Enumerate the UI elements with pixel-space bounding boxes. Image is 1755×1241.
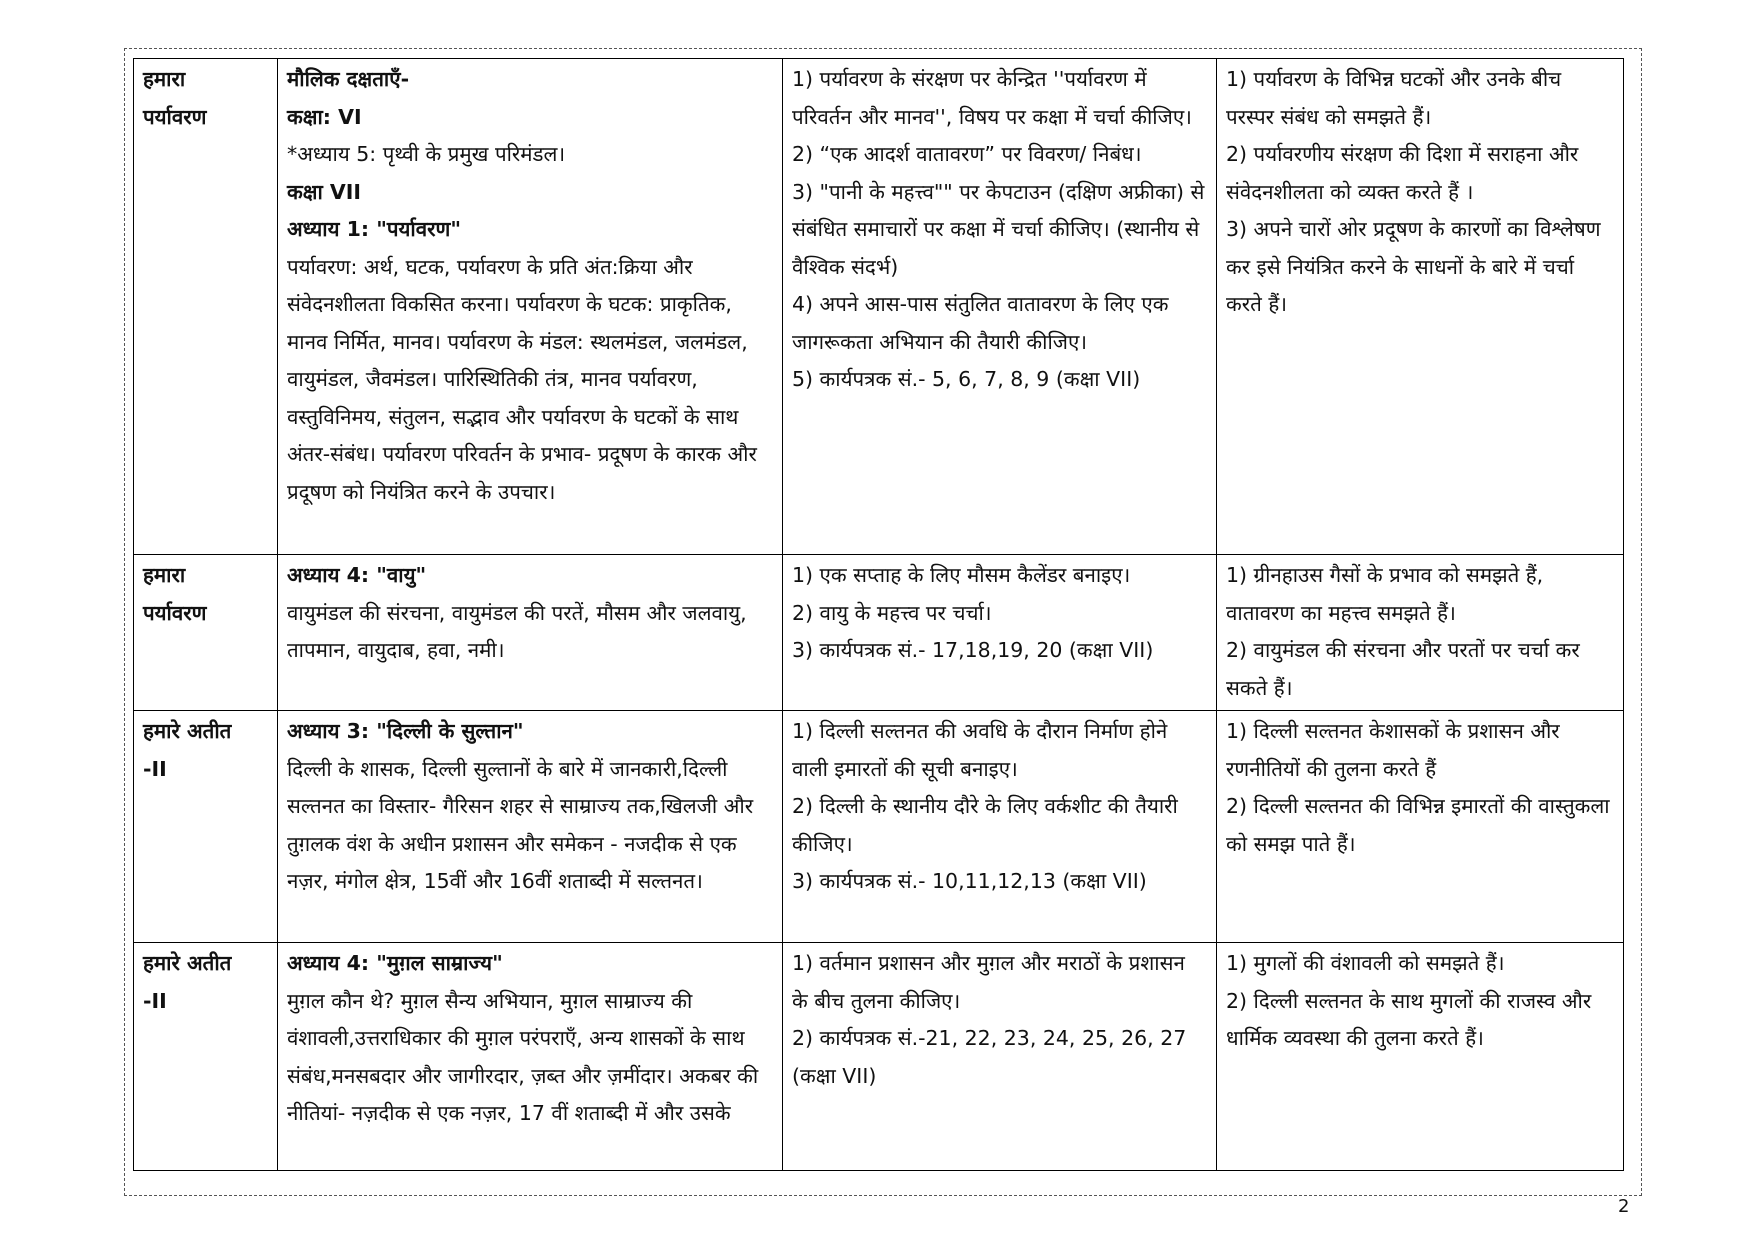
- table-row: [134, 943, 1624, 1171]
- content-text: मुग़ल कौन थे? मुग़ल सैन्य अभियान, मुग़ल साम्राज्य की वंशावली,उत्तराधिकार की मुग़ल परंपराएँ, अन्य शासकों के साथ संबंध,मनसबदार और जागीरदार, ज़ब्त और ज़मींदार। अकबर की नीतियां- नज़दीक से एक नज़र, 17 वीं शताब्दी में और उसके: [287, 988, 759, 1125]
- content-cell: [278, 943, 783, 1171]
- chapter-title: अध्याय 1: "पर्यावरण": [287, 217, 462, 241]
- outcome-item: 1) दिल्ली सल्तनत केशासकों के प्रशासन और रणनीतियों की तुलना करते हैं: [1226, 719, 1560, 781]
- subject-cell: [134, 59, 278, 555]
- activities-cell: [783, 711, 1217, 943]
- class-label: कक्षा VII: [287, 179, 362, 204]
- subject-cell: [134, 555, 278, 711]
- outcome-item: 2) पर्यावरणीय संरक्षण की दिशा में सराहना और संवेदनशीलता को व्यक्त करते हैं ।: [1226, 142, 1579, 204]
- outcome-item: 2) दिल्ली सल्तनत के साथ मुगलों की राजस्व और धार्मिक व्यवस्था की तुलना करते हैं।: [1226, 988, 1592, 1050]
- content-text: वायुमंडल की संरचना, वायुमंडल की परतें, मौसम और जलवायु, तापमान, वायुदाब, हवा, नमी।: [287, 600, 747, 662]
- page-number: 2: [1618, 1196, 1630, 1217]
- subject-cell: [134, 711, 278, 943]
- content-text: दिल्ली के शासक, दिल्ली सुल्तानों के बारे में जानकारी,दिल्ली सल्तनत का विस्तार- गैरिसन शहर से साम्राज्य तक,खिलजी और तुग़लक वंश के अधीन प्रशासन और समेकन - नजदीक से एक नज़र, मंगोल क्षेत्र, 15वीं और 16वीं शताब्दी में सल्तनत।: [287, 756, 754, 893]
- table-row: [134, 59, 1624, 555]
- subject-line: -II: [143, 756, 167, 781]
- subject-line: -II: [143, 988, 167, 1013]
- table-row: [134, 555, 1624, 711]
- activity-item: 3) "पानी के महत्त्व"" पर केपटाउन (दक्षिण अफ्रीका) से संबंधित समाचारों पर कक्षा में चर्चा कीजिए। (स्थानीय से वैश्विक संदर्भ): [792, 179, 1205, 279]
- activities-cell: [783, 59, 1217, 555]
- activity-item: 2) दिल्ली के स्थानीय दौरे के लिए वर्कशीट की तैयारी कीजिए।: [792, 794, 1178, 856]
- content-heading: मौलिक दक्षताएँ-: [287, 67, 410, 91]
- subject-cell: [134, 943, 278, 1171]
- outcome-item: 2) दिल्ली सल्तनत की विभिन्न इमारतों की वास्तुकला को समझ पाते हैं।: [1226, 794, 1610, 856]
- chapter-title: अध्याय 3: "दिल्ली के सुल्तान": [287, 719, 524, 743]
- activity-item: 3) कार्यपत्रक सं.- 10,11,12,13 (कक्षा VII): [792, 869, 1147, 893]
- activity-item: 1) पर्यावरण के संरक्षण पर केन्द्रित ''पर्यावरण में परिवर्तन और मानव'', विषय पर कक्षा में चर्चा कीजिए।: [792, 67, 1192, 129]
- outcomes-cell: [1217, 943, 1624, 1171]
- outcome-item: 1) मुगलों की वंशावली को समझते हैं।: [1226, 951, 1505, 975]
- activities-cell: [783, 943, 1217, 1171]
- subject-line: पर्यावरण: [143, 104, 207, 129]
- activities-cell: [783, 555, 1217, 711]
- outcomes-cell: [1217, 59, 1624, 555]
- table-row: [134, 711, 1624, 943]
- activity-item: 3) कार्यपत्रक सं.- 17,18,19, 20 (कक्षा VII): [792, 638, 1154, 662]
- content-cell: [278, 711, 783, 943]
- activity-item: 1) एक सप्ताह के लिए मौसम कैलेंडर बनाइए।: [792, 563, 1131, 587]
- outcome-item: 1) पर्यावरण के विभिन्न घटकों और उनके बीच परस्पर संबंध को समझते हैं।: [1226, 67, 1562, 129]
- activity-item: 1) वर्तमान प्रशासन और मुग़ल और मराठों के प्रशासन के बीच तुलना कीजिए।: [792, 951, 1185, 1013]
- activity-item: 2) कार्यपत्रक सं.-21, 22, 23, 24, 25, 26, 27 (कक्षा VII): [792, 1026, 1187, 1088]
- outcome-item: 1) ग्रीनहाउस गैसों के प्रभाव को समझते हैं, वातावरण का महत्त्व समझते हैं।: [1226, 563, 1544, 625]
- subject-line: पर्यावरण: [143, 600, 207, 625]
- activity-item: 4) अपने आस-पास संतुलित वातावरण के लिए एक जागरूकता अभियान की तैयारी कीजिए।: [792, 292, 1169, 354]
- content-text: पर्यावरण: अर्थ, घटक, पर्यावरण के प्रति अंत:क्रिया और संवेदनशीलता विकसित करना। पर्यावरण के घटक: प्राकृतिक, मानव निर्मित, मानव। पर्यावरण के मंडल: स्थलमंडल, जलमंडल, वायुमंडल, जैवमंडल। पारिस्थितिकी तंत्र, मानव पर्यावरण, वस्तुविनिमय, संतुलन, सद्भाव और पर्यावरण के घटकों के साथ अंतर-संबंध। पर्यावरण परिवर्तन के प्रभाव- प्रदूषण के कारक और प्रदूषण को नियंत्रित करने के उपचार।: [287, 254, 757, 504]
- outcomes-cell: [1217, 555, 1624, 711]
- outcomes-cell: [1217, 711, 1624, 943]
- class-label: कक्षा: VI: [287, 104, 362, 129]
- subject-line: हमारे अतीत: [143, 951, 232, 975]
- chapter-line: *अध्याय 5: पृथ्वी के प्रमुख परिमंडल।: [287, 142, 566, 166]
- chapter-title: अध्याय 4: "मुग़ल साम्राज्य": [287, 951, 503, 975]
- curriculum-table: [133, 58, 1624, 1171]
- activity-item: 5) कार्यपत्रक सं.- 5, 6, 7, 8, 9 (कक्षा VII): [792, 367, 1141, 391]
- content-cell: [278, 59, 783, 555]
- activity-item: 2) “एक आदर्श वातावरण” पर विवरण/ निबंध।: [792, 142, 1142, 166]
- chapter-title: अध्याय 4: "वायु": [287, 563, 427, 587]
- subject-line: हमारे अतीत: [143, 719, 232, 743]
- subject-line: हमारा: [143, 67, 186, 91]
- activity-item: 1) दिल्ली सल्तनत की अवधि के दौरान निर्माण होने वाली इमारतों की सूची बनाइए।: [792, 719, 1168, 781]
- outcome-item: 3) अपने चारों ओर प्रदूषण के कारणों का विश्लेषण कर इसे नियंत्रित करने के साधनों के बारे में चर्चा करते हैं।: [1226, 217, 1601, 316]
- activity-item: 2) वायु के महत्त्व पर चर्चा।: [792, 600, 992, 625]
- outcome-item: 2) वायुमंडल की संरचना और परतों पर चर्चा कर सकते हैं।: [1226, 638, 1580, 700]
- content-cell: [278, 555, 783, 711]
- subject-line: हमारा: [143, 563, 186, 587]
